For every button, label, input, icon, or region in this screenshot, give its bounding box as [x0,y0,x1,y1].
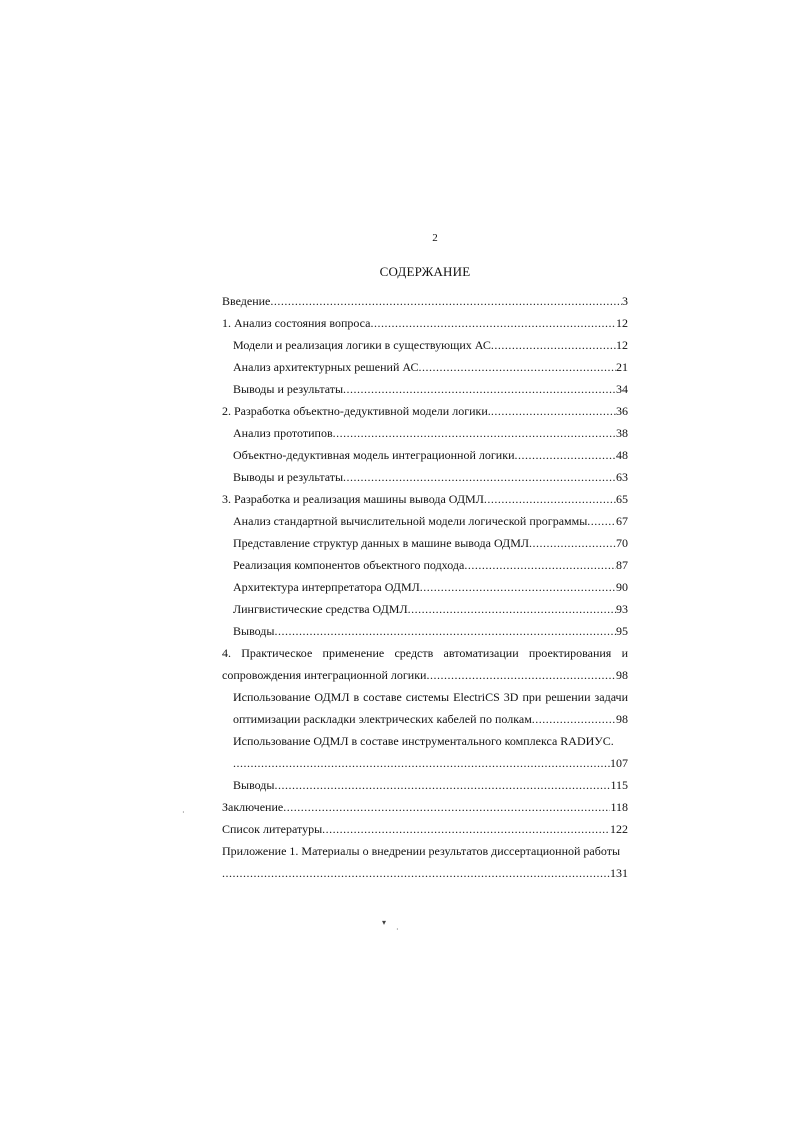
toc-entry-introduction[interactable]: Введение ..... 3 [222,290,628,312]
toc-entry-4-3[interactable]: Выводы ..... 115 [222,774,628,796]
toc-entry-3-6[interactable]: Выводы ..... 95 [222,620,628,642]
toc-entry-chapter-4-line1[interactable]: 4. Практическое применение средств автоматизации проектирования и [222,646,628,660]
toc-entry-1-3[interactable]: Выводы и результаты ..... 34 [222,378,628,400]
toc-title: СОДЕРЖАНИЕ [379,264,471,279]
toc-entry-4-1-line1[interactable]: Использование ОДМЛ в составе системы ElectriCS 3D при решении задачи [233,690,628,704]
toc-entry-1-2[interactable]: Анализ архитектурных решений АС ..... 21 [222,356,628,378]
toc-entry-3-3[interactable]: Реализация компонентов объектного подхода ..... 87 [222,554,628,576]
toc-entry-chapter-4[interactable]: сопровождения интеграционной логики ..... 98 [222,664,628,686]
page-number: 2 [432,232,438,244]
scan-speck: · [182,808,185,817]
toc-entry-conclusion[interactable]: Заключение ..... 118 [222,796,628,818]
toc-entry-2-2[interactable]: Объектно-дедуктивная модель интеграционной логики ..... 48 [222,444,628,466]
table-of-contents [222,290,628,884]
toc-entry-3-5[interactable]: Лингвистические средства ОДМЛ ..... 93 [222,598,628,620]
toc-entry-3-4[interactable]: Архитектура интерпретатора ОДМЛ ..... 90 [222,576,628,598]
scan-speck: ▾ [382,918,387,927]
toc-entry-appendix-1-line1[interactable]: Приложение 1. Материалы о внедрении результатов диссертационной работы [222,844,621,858]
toc-entry-4-2-line1[interactable]: Использование ОДМЛ в составе инструментального комплекса RADИУС. [233,734,614,748]
toc-entry-3-1[interactable]: Анализ стандартной вычислительной модели логической программы ..... 67 [222,510,628,532]
toc-entry-1-1[interactable]: Модели и реализация логики в существующих АС ..... 12 [222,334,628,356]
scan-speck: · [396,925,399,934]
toc-entry-4-2[interactable]: ..... 107 [222,752,628,774]
toc-entry-chapter-2[interactable]: 2. Разработка объектно-дедуктивной модели логики. ..... 36 [222,400,628,422]
toc-entry-3-2[interactable]: Представление структур данных в машине вывода ОДМЛ ..... 70 [222,532,628,554]
toc-entry-2-3[interactable]: Выводы и результаты ..... 63 [222,466,628,488]
toc-entry-4-1[interactable]: оптимизации раскладки электрических кабелей по полкам ..... 98 [222,708,628,730]
toc-entry-chapter-3[interactable]: 3. Разработка и реализация машины вывода ОДМЛ ..... 65 [222,488,628,510]
toc-entry-appendix-1[interactable]: ..... 131 [222,862,628,884]
toc-entry-2-1[interactable]: Анализ прототипов ..... 38 [222,422,628,444]
toc-entry-references[interactable]: Список литературы ..... 122 [222,818,628,840]
toc-entry-chapter-1[interactable]: 1. Анализ состояния вопроса ..... 12 [222,312,628,334]
